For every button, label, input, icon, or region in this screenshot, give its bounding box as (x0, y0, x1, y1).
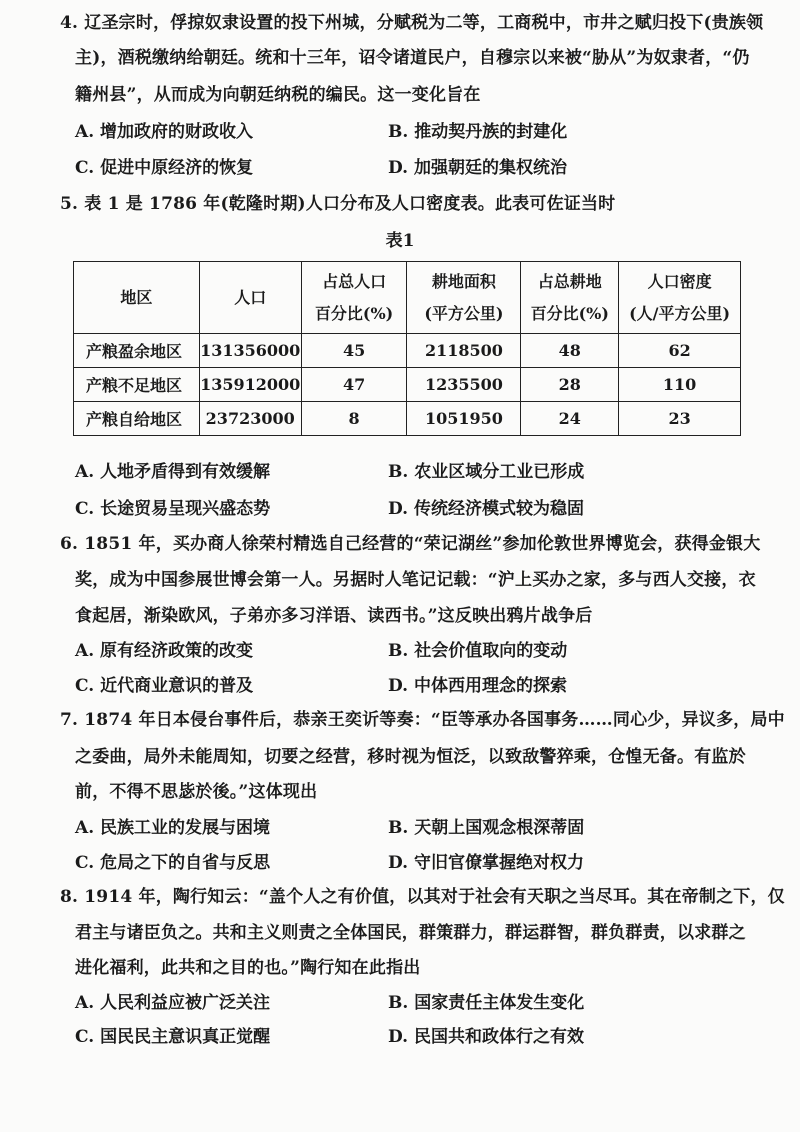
table-cell: 产粮自给地区 (74, 402, 200, 436)
q8-option-d: D. 民国共和政体行之有效 (388, 1027, 584, 1047)
q4-option-d: D. 加强朝廷的集权统治 (388, 158, 567, 178)
table-header-row (74, 262, 741, 334)
table-header-cell: 占总人口 百分比(%) (301, 262, 407, 334)
q8-option-b: B. 国家责任主体发生变化 (388, 993, 585, 1013)
table-row (74, 368, 741, 402)
q6-option-a: A. 原有经济政策的改变 (75, 641, 254, 661)
table-header-cell: 占总耕地 百分比(%) (521, 262, 619, 334)
table-cell: 110 (619, 368, 741, 402)
table-cell: 28 (521, 368, 619, 402)
table-caption: 表1 (385, 231, 415, 251)
q4-stem-line: 籍州县”，从而成为向朝廷纳税的编民。这一变化旨在 (75, 85, 481, 105)
table-cell: 24 (521, 402, 619, 436)
q5-stem-line: 5. 表 1 是 1786 年(乾隆时期)人口分布及人口密度表。此表可佐证当时 (60, 194, 616, 214)
table-cell: 62 (619, 334, 741, 368)
table-cell: 2118500 (407, 334, 521, 368)
q6-stem-line: 6. 1851 年，买办商人徐荣村精选自己经营的“荣记湖丝”参加伦敦世界博览会，获得金银大 (60, 534, 761, 554)
q6-option-c: C. 近代商业意识的普及 (75, 676, 254, 696)
q6-stem-line: 奖，成为中国参展世博会第一人。另据时人笔记记载：“沪上买办之家，多与西人交接，衣 (75, 570, 756, 590)
table-header-cell: 耕地面积 (平方公里) (407, 262, 521, 334)
q4-stem-line: 4. 辽圣宗时，俘掠奴隶设置的投下州城，分赋税为二等，工商税中，市井之赋归投下(贵族领 (60, 13, 764, 33)
q6-option-d: D. 中体西用理念的探索 (388, 676, 567, 696)
table-cell: 135912000 (199, 368, 301, 402)
q5-option-c: C. 长途贸易呈现兴盛态势 (75, 499, 271, 519)
table-row (74, 402, 741, 436)
q8-option-a: A. 人民利益应被广泛关注 (75, 993, 271, 1013)
q8-option-c: C. 国民民主意识真正觉醒 (75, 1027, 271, 1047)
table-header-cell: 地区 (74, 262, 200, 334)
q7-stem-line: 之委曲，局外未能周知，切要之经营，移时视为恒泛，以致敌警猝乘，仓惶无备。有监於 (75, 747, 746, 767)
table-cell: 131356000 (199, 334, 301, 368)
q4-option-b: B. 推动契丹族的封建化 (388, 122, 568, 142)
q5-option-a: A. 人地矛盾得到有效缓解 (75, 462, 271, 482)
table-header-cell: 人口密度 (人/平方公里) (619, 262, 741, 334)
table-row (74, 334, 741, 368)
q8-stem-line: 君主与诸臣负之。共和主义则责之全体国民，群策群力，群运群智，群负群责，以求群之 (75, 923, 746, 943)
table-cell: 23723000 (199, 402, 301, 436)
q7-option-a: A. 民族工业的发展与困境 (75, 818, 271, 838)
q5-option-d: D. 传统经济模式较为稳固 (388, 499, 584, 519)
table-cell: 8 (301, 402, 407, 436)
q4-option-a: A. 增加政府的财政收入 (75, 122, 254, 142)
q4-option-c: C. 促进中原经济的恢复 (75, 158, 254, 178)
table-header-cell: 人口 (199, 262, 301, 334)
table-cell: 产粮盈余地区 (74, 334, 200, 368)
q7-option-c: C. 危局之下的自省与反思 (75, 853, 271, 873)
table-cell: 1051950 (407, 402, 521, 436)
q6-stem-line: 食起居，渐染欧风，子弟亦多习洋语、读西书。”这反映出鸦片战争后 (75, 606, 593, 626)
q7-option-b: B. 天朝上国观念根深蒂固 (388, 818, 585, 838)
q4-stem-line: 主)，酒税缴纳给朝廷。统和十三年，诏令诸道民户，自穆宗以来被“胁从”为奴隶者，“仍 (75, 48, 750, 68)
q6-option-b: B. 社会价值取向的变动 (388, 641, 568, 661)
table-cell: 23 (619, 402, 741, 436)
q8-stem-line: 进化福利，此共和之目的也。”陶行知在此指出 (75, 958, 421, 978)
q7-stem-line: 7. 1874 年日本侵台事件后，恭亲王奕䜣等奏：“臣等承办各国事务……同心少，异议多，局中 (60, 710, 785, 730)
q8-stem-line: 8. 1914 年，陶行知云：“盖个人之有价值，以其对于社会有天职之当尽耳。其在帝制之下，仅 (60, 887, 785, 907)
table-cell: 产粮不足地区 (74, 368, 200, 402)
q7-stem-line: 前，不得不思毖於後。”这体现出 (75, 782, 318, 802)
table-cell: 48 (521, 334, 619, 368)
table-cell: 45 (301, 334, 407, 368)
q7-option-d: D. 守旧官僚掌握绝对权力 (388, 853, 584, 873)
table-cell: 47 (301, 368, 407, 402)
table-cell: 1235500 (407, 368, 521, 402)
population-table (73, 261, 741, 436)
q5-option-b: B. 农业区域分工业已形成 (388, 462, 585, 482)
